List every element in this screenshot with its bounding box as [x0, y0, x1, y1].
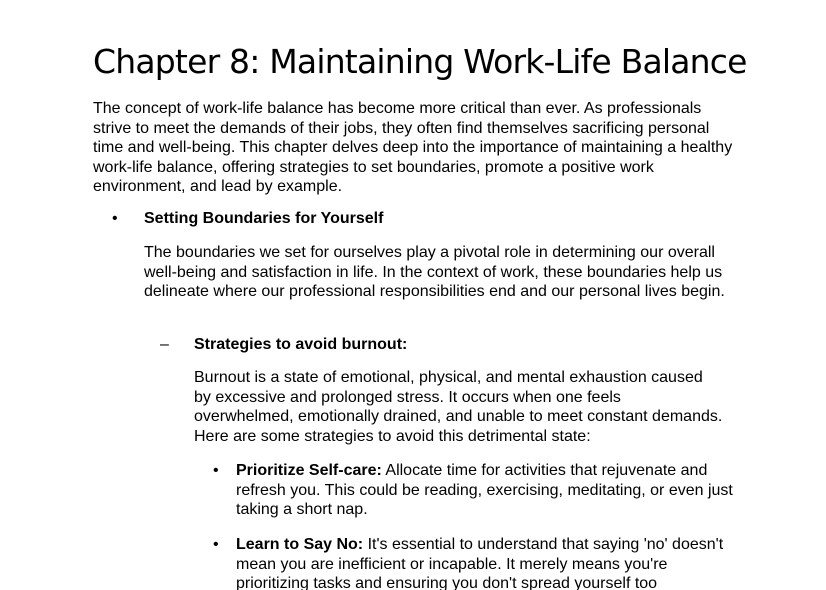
list-item-label: Learn to Say No: — [236, 536, 364, 553]
list-item-label: Prioritize Self-care: — [236, 462, 382, 479]
chapter-intro-paragraph: The concept of work-life balance has become more critical than ever. As professionals strive to meet the demands of their jobs, they often find themselves sacrificing personal time and well-being. This chapter delves deep into the importance of maintaining a healthy work-life balance, offering strategies to set boundaries, promote a positive work environment, and lead by example. — [93, 100, 733, 195]
chapter-title: Chapter 8: Maintaining Work-Life Balance — [93, 42, 747, 81]
subsection-paragraph: Burnout is a state of emotional, physical, and mental exhaustion caused by excessive and prolonged stress. It occurs when one feels overwhelmed, emotionally drained, and unable to meet constant demands. Here are some strategies to avoid this detrimental state: — [194, 369, 723, 445]
list-item — [236, 535, 736, 590]
bullet-icon: • — [213, 536, 219, 553]
list-item-text: Allocate time for activities that rejuvenate and refresh you. This could be reading, exercising, meditating, or even just taking a short nap. — [236, 462, 733, 518]
section-paragraph: The boundaries we set for ourselves play a pivotal role in determining our overall well-being and satisfaction in life. In the context of work, these boundaries help us delineate where our professional responsibilities end and our personal lives begin. — [144, 244, 725, 300]
list-item — [236, 461, 736, 520]
section-heading: Setting Boundaries for Yourself — [144, 210, 384, 227]
bullet-icon: • — [213, 462, 219, 479]
subsection-heading: Strategies to avoid burnout: — [194, 336, 408, 353]
list-item-text: It's essential to understand that saying 'no' doesn't mean you are inefficient or incapable. It merely means you're prioritizing tasks and ensuring you don't spread yourself too — [236, 536, 724, 590]
bullet-icon: • — [112, 210, 118, 227]
dash-bullet-icon: – — [160, 336, 169, 353]
